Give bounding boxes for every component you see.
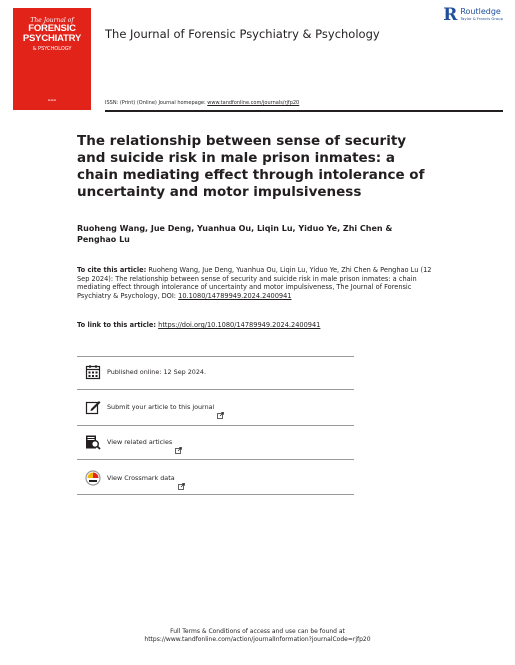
article-link-label: To link to this article: (77, 321, 157, 329)
published-online-text: Published online: 12 Sep 2024. (107, 368, 207, 376)
journal-cover (13, 8, 91, 110)
header-rule (105, 110, 503, 112)
cover-line-1: The Journal of (30, 17, 74, 24)
external-link-icon (178, 475, 185, 482)
divider (77, 494, 354, 495)
article-title: The relationship between sense of security and suicide risk in male prison inmates: a chain mediating effect through intolerance of uncertainty and motor impulsiveness (77, 133, 425, 200)
journal-homepage-link[interactable]: www.tandfonline.com/journals/rjfp20 (207, 100, 300, 106)
related-articles-row[interactable] (84, 432, 182, 452)
issn-text: ISSN: (Print) (Online) Journal homepage: (105, 100, 208, 106)
external-link-icon (175, 439, 182, 446)
article-link-block (77, 321, 432, 330)
cover-line-2: FORENSIC (28, 23, 76, 34)
crossmark-row[interactable] (84, 468, 185, 488)
routledge-logo-icon: R (443, 5, 458, 25)
calendar-icon (84, 364, 101, 381)
footer-terms-link[interactable]: https://www.tandfonline.com/action/journalInformation?journalCode=rjfp20 (144, 636, 371, 643)
divider (77, 389, 354, 390)
publisher-group: Taylor & Francis Group (460, 16, 503, 21)
article-authors: Ruoheng Wang, Jue Deng, Yuanhua Ou, Liqin Lu, Yiduo Ye, Zhi Chen & Penghao Lu (77, 224, 393, 244)
issn-line (105, 100, 299, 106)
cover-line-3: PSYCHIATRY (22, 33, 82, 44)
submit-article-row[interactable] (84, 397, 224, 417)
related-articles-icon (84, 434, 101, 451)
citation-text: Ruoheng Wang, Jue Deng, Yuanhua Ou, Liqin Lu, Yiduo Ye, Zhi Chen & Penghao Lu (12 Sep 2024): The relationship between sense of security and suicide risk in male prison inmates: a chain mediating effect through intolerance of uncertainty and motor impulsiveness, The Journal of Forensic Psychiatry & Psychology, DOI: (77, 266, 432, 300)
divider (77, 425, 354, 426)
cover-line-4: & PSYCHOLOGY (32, 46, 72, 52)
article-doi-link[interactable]: https://doi.org/10.1080/14789949.2024.2400941 (158, 321, 321, 329)
crossmark-icon (84, 470, 101, 487)
external-link-icon (217, 404, 224, 411)
cover-publisher-mark: ▬▬▬ (47, 98, 57, 102)
publisher-name: Routledge (460, 7, 501, 16)
footer (0, 628, 515, 644)
submit-article-link[interactable]: Submit your article to this journal (107, 403, 215, 411)
footer-line-1: Full Terms & Conditions of access and use can be found at (170, 628, 345, 635)
publisher-logo (443, 7, 503, 24)
citation-label: To cite this article: (77, 266, 147, 274)
published-online-row (84, 362, 206, 382)
divider (77, 459, 354, 460)
citation-doi-link[interactable]: 10.1080/14789949.2024.2400941 (178, 291, 292, 300)
journal-title: The Journal of Forensic Psychiatry & Psychology (105, 27, 380, 41)
divider (77, 356, 354, 357)
citation-block (77, 266, 432, 300)
related-articles-link[interactable]: View related articles (107, 438, 173, 446)
crossmark-link[interactable]: View Crossmark data (107, 474, 175, 482)
edit-icon (84, 399, 101, 416)
